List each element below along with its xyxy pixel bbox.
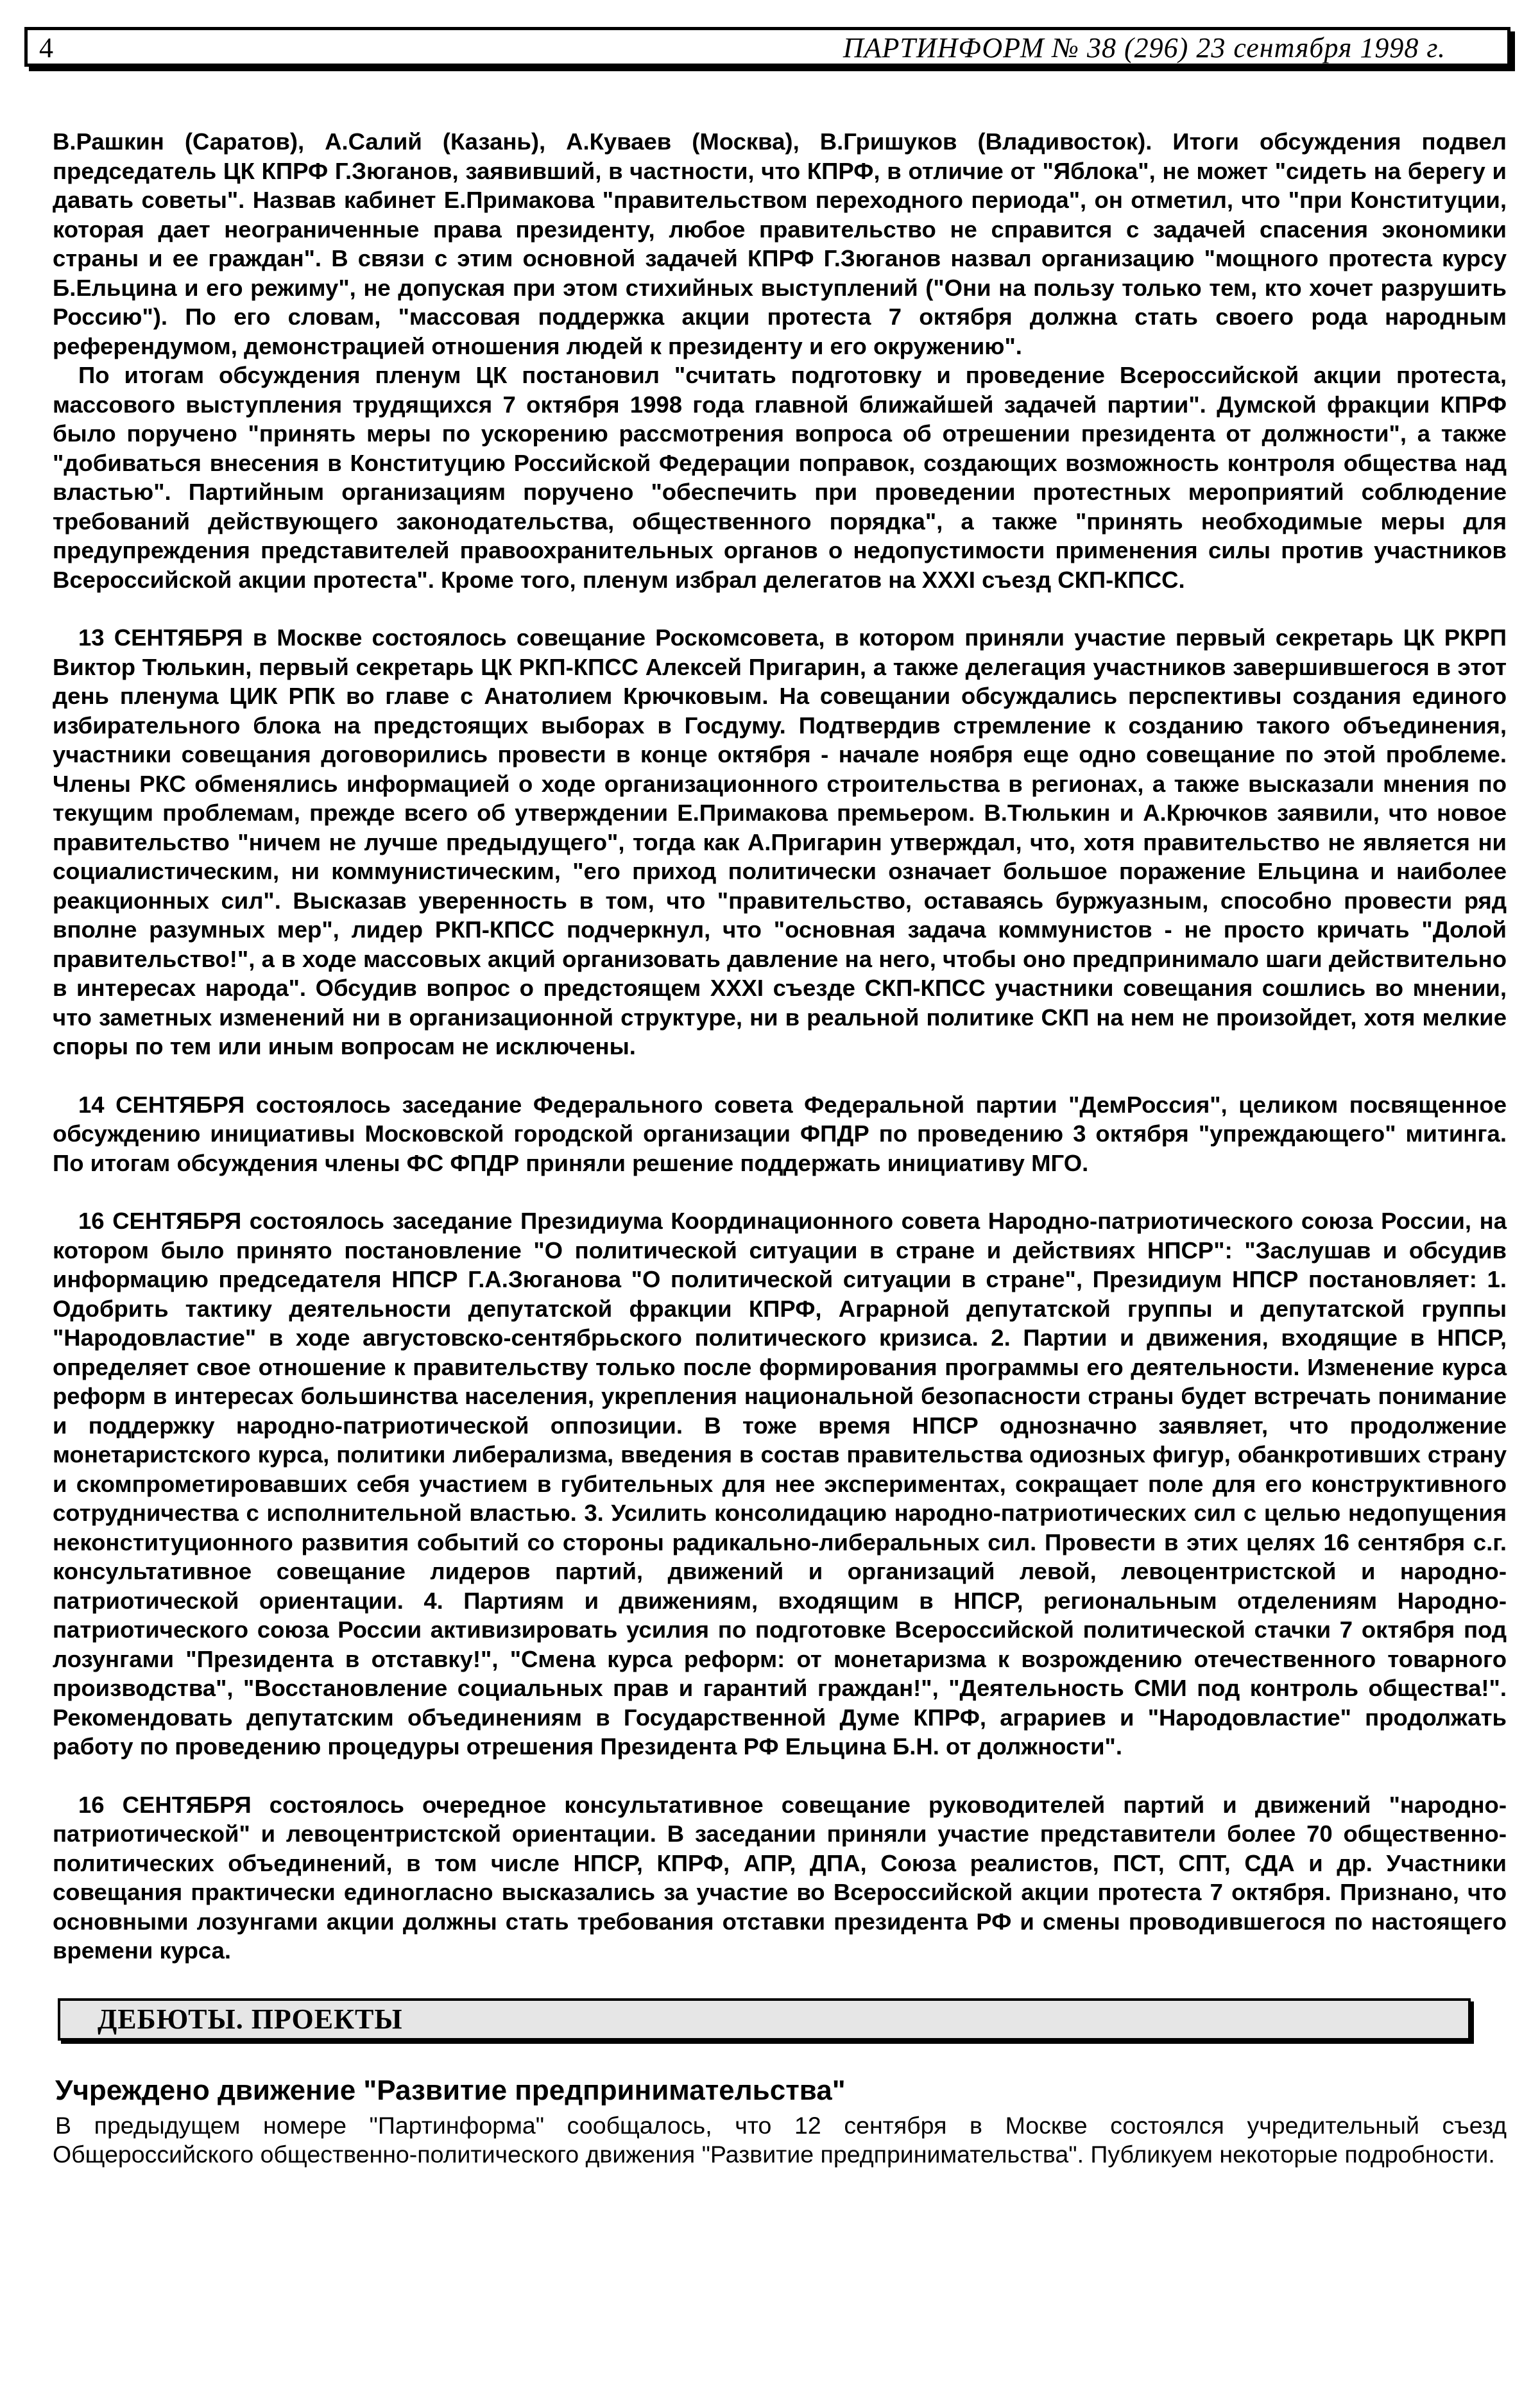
paragraph-1: В.Рашкин (Саратов), А.Салий (Казань), А.Куваев (Москва), В.Гришуков (Владивосток). Итоги обсуждения подвел председатель ЦК КПРФ Г.Зюганов, заявивший, в частности, что КПРФ, в отличие от "Яблока", не может "сидеть на берегу и давать советы". Назвав кабинет Е.Примакова "правительством переходного периода", он отметил, что "при Конституции, которая дает неограниченные права президенту, любое правительство не справится с задачей спасения экономики страны и ее граждан". В связи с этим основной задачей КПРФ Г.Зюганов назвал организацию "мощного протеста курсу Б.Ельцина и его режиму", не допуская при этом стихийных выступлений ("Они на пользу только тем, кто хочет разрушить Россию"). По его словам, "массовая поддержка акции протеста 7 октября должна стать своего рода народным референдумом, демонстрацией отношения людей к президенту и его окружению". bbox=[53, 128, 1507, 359]
paragraph-2: По итогам обсуждения пленум ЦК постановил "считать подготовку и проведение Всероссийской акции протеста, массового выступления трудящихся 7 октября 1998 года главной ближайшей задачей партии". Думской фракции КПРФ было поручено "принять меры по ускорению рассмотрения вопроса об отрешении президента от должности", а также "добиваться внесения в Конституцию Российской Федерации поправок, создающих возможность контроля общества над властью". Партийным организациям поручено "обеспечить при проведении протестных мероприятий соблюдение требований действующего законодательства, общественного порядка", а также "принять необходимые меры для предупреждения представителей правоохранительных органов о недопустимости применения силы против участников Всероссийской акции протеста". Кроме того, пленум избрал делегатов на XXXI съезд СКП-КПСС. bbox=[53, 362, 1507, 593]
page-number: 4 bbox=[39, 32, 53, 64]
paragraph-3: 13 СЕНТЯБРЯ в Москве состоялось совещание Роскомсовета, в котором приняли участие первый секретарь ЦК РКРП Виктор Тюлькин, первый секретарь ЦК РКП-КПСС Алексей Пригарин, а также делегация участников завершившегося в этот день пленума ЦИК РПК во главе с Анатолием Крючковым. На совещании обсуждались перспективы создания единого избирательного блока на предстоящих выборах в Госдуму. Подтвердив стремление к созданию такого объединения, участники совещания договорились провести в конце октября - начале ноября еще одно совещание по этой проблеме. Члены РКС обменялись информацией о ходе организационного строительства в регионах, а также высказали мнения по текущим проблемам, прежде всего об утверждении Е.Примакова премьером. В.Тюлькин и А.Крючков заявили, что новое правительство "ничем не лучше предыдущего", тогда как А.Пригарин утверждал, что, хотя правительство не является ни социалистическим, ни коммунистическим, "его приход политически означает большое поражение Ельцина и наиболее реакционных сил". Высказав уверенность в том, что "правительство, оставаясь буржуазным, способно провести ряд вполне разумных мер", лидер РКП-КПСС подчеркнул, что "основная задача коммунистов - не просто кричать "Долой правительство!", а в ходе массовых акций организовать давление на него, чтобы оно предпринимало шаги действительно в интересах народа". Обсудив вопрос о предстоящем XXXI съезде СКП-КПСС участники совещания сошлись во мнении, что заметных изменений ни в организационной структуре, ни в реальной политике СКП на нем не произойдет, хотя мелкие споры по тем или иным вопросам не исключены. bbox=[53, 624, 1507, 1059]
paragraph-5: 16 СЕНТЯБРЯ состоялось заседание Президиума Координационного совета Народно-патриотического союза России, на котором было принято постановление "О политической ситуации в стране и действиях НПСР": "Заслушав и обсудив информацию председателя НПСР Г.А.Зюганова "О политической ситуации в стране", Президиум НПСР постановляет: 1. Одобрить тактику деятельности депутатской фракции КПРФ, Аграрной депутатской группы и депутатской группы "Народовластие" в ходе августовско-сентябрьского политического кризиса. 2. Партии и движения, входящие в НПСР, определяет свое отношение к правительству только после формирования программы его деятельности. Изменение курса реформ в интересах большинства населения, укрепления национальной безопасности страны будет встречать понимание и поддержку народно-патриотической оппозиции. В тоже время НПСР однозначно заявляет, что продолжение монетаристского курса, политики либерализма, введения в состав правительства одиозных фигур, обанкротивших страну и скомпрометировавших себя участием в губительных для нее экспериментах, сокращает поле для его конструктивного сотрудничества с исполнительной властью. 3. Усилить консолидацию народно-патриотических сил с целью недопущения неконституционного развития событий со стороны радикально-либеральных сил. Провести в этих целях 16 сентября с.г. консультативное совещание лидеров партий, движений и организаций левой, левоцентристской и народно-патриотической ориентации. 4. Партиям и движениям, входящим в НПСР, региональным отделениям Народно-патриотического союза России активизировать усилия по подготовке Всероссийской политической стачки 7 октября под лозунгами "Президента в отставку!", "Смена курса реформ: от монетаризма к возрождению отечественного товарного производства", "Восстановление социальных прав и гарантий граждан!", "Деятельность СМИ под контроль общества!". Рекомендовать депутатским объединениям в Государственной Думе КПРФ, аграриев и "Народовластие" продолжать работу по проведению процедуры отрешения Президента РФ Ельцина Б.Н. от должности". bbox=[53, 1208, 1507, 1760]
paragraph-4: 14 СЕНТЯБРЯ состоялось заседание Федерального совета Федеральной партии "ДемРоссия", целиком посвященное обсуждению инициативы Московской городской организации ФПДР по проведению 3 октября "упреждающего" митинга. По итогам обсуждения члены ФС ФПДР приняли решение поддержать инициативу МГО. bbox=[53, 1091, 1507, 1176]
paragraph-6: 16 СЕНТЯБРЯ состоялось очередное консультативное совещание руководителей партий и движений "народно-патриотической" и левоцентристской ориентации. В заседании приняли участие представители более 70 общественно-политических объединений, в том числе НПСР, КПРФ, АПР, ДПА, Союза реалистов, ПСТ, СПТ, СДА и др. Участники совещания практически единогласно высказались за участие во Всероссийской акции протеста 7 октября. Признано, что основными лозунгами акции должны стать требования отставки президента РФ и смены проводившегося по настоящего времени курса. bbox=[53, 1791, 1507, 1964]
issue-line: ПАРТИНФОРМ № 38 (296) 23 сентября 1998 г. bbox=[843, 32, 1446, 64]
section-heading: ДЕБЮТЫ. ПРОЕКТЫ bbox=[58, 1998, 1471, 2041]
article-title: Учреждено движение "Развитие предпринимательства" bbox=[55, 2075, 846, 2106]
article-body: В предыдущем номере "Партинформа" сообщалось, что 12 сентября в Москве состоялся учредительный съезд Общероссийского общественно-политического движения "Развитие предпринимательства". Публикуем некоторые подробности. bbox=[53, 2112, 1507, 2168]
article bbox=[53, 2073, 1507, 2169]
page-header bbox=[24, 27, 1510, 67]
news-column bbox=[53, 127, 1507, 1966]
